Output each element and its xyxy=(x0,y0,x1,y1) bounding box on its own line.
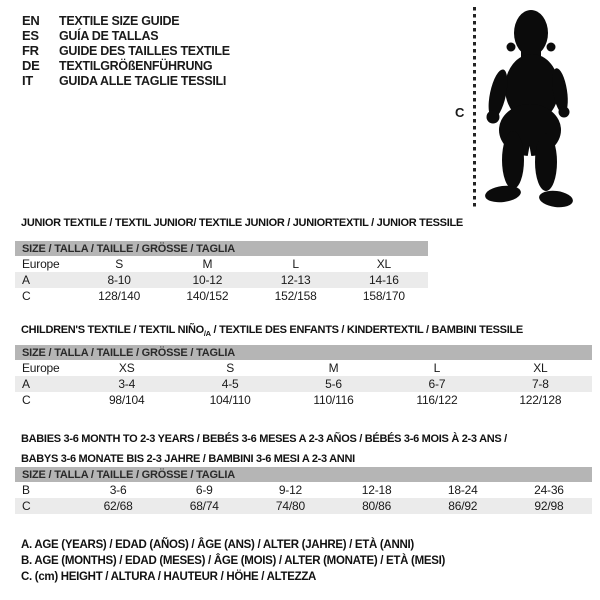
table-cell: 128/140 xyxy=(98,289,141,303)
table-title-subscript: /A xyxy=(203,329,211,339)
language-title: GUÍA DE TALLAS xyxy=(59,28,159,43)
table-title-text: CHILDREN'S TEXTILE / TEXTIL NIÑO xyxy=(21,324,204,336)
language-code: DE xyxy=(22,58,40,73)
table-cell: 140/152 xyxy=(186,289,229,303)
table-cell: 3-6 xyxy=(109,483,127,497)
language-row-it xyxy=(22,73,230,88)
table-title xyxy=(21,215,463,235)
table-cell: 3-4 xyxy=(118,377,136,391)
note-age-years: A. AGE (YEARS) / EDAD (AÑOS) / ÂGE (ANS) / ALTER (JAHRE) / ETÀ (ANNI) xyxy=(21,539,414,551)
table-cell: 74/80 xyxy=(275,499,305,513)
row-label: A xyxy=(22,377,30,391)
table-cell: L xyxy=(292,257,299,271)
row-label: B xyxy=(22,483,30,497)
row-label: A xyxy=(22,273,30,287)
table-rows xyxy=(15,482,592,514)
table-row xyxy=(15,360,592,376)
language-title: GUIDA ALLE TAGLIE TESSILI xyxy=(59,73,227,88)
table-row xyxy=(15,272,428,288)
table-row xyxy=(15,288,428,304)
table-row xyxy=(15,256,428,272)
table-cell: 62/68 xyxy=(103,499,133,513)
size-header-bar: SIZE / TALLA / TAILLE / GRÖSSE / TAGLIA xyxy=(15,241,428,256)
height-dashed-line xyxy=(473,7,476,209)
table-cell: 6-9 xyxy=(195,483,213,497)
table-title-text: / TEXTILE DES ENFANTS / KINDERTEXTIL / BAMBINI TESSILE xyxy=(210,324,523,336)
table-cell: 14-16 xyxy=(369,273,399,287)
language-row-es xyxy=(22,28,230,43)
table-cell: 12-18 xyxy=(361,483,392,497)
table-cell: 98/104 xyxy=(108,393,145,407)
row-label: C xyxy=(22,499,31,513)
table-rows xyxy=(15,360,592,408)
table-cell: L xyxy=(433,361,441,375)
row-label: C xyxy=(22,289,31,303)
table-cell: 18-24 xyxy=(447,483,478,497)
row-label: Europe xyxy=(22,361,60,375)
table-title xyxy=(21,322,523,342)
table-title-text: BABIES 3-6 MONTH TO 2-3 YEARS / BEBÉS 3-6 MESES A 2-3 AÑOS / BÉBÉS 3-6 MOIS À 2-3 ANS / xyxy=(21,433,507,445)
table-cell: XL xyxy=(376,257,392,271)
language-code: EN xyxy=(22,13,40,28)
table-row xyxy=(15,498,592,514)
table-cell: 9-12 xyxy=(278,483,303,497)
language-title: TEXTILGRÖßENFÜHRUNG xyxy=(59,58,213,73)
table-cell: 86/92 xyxy=(448,499,478,513)
table-cell: M xyxy=(328,361,339,375)
table-title-text: JUNIOR TEXTILE / TEXTIL JUNIOR/ TEXTILE JUNIOR / JUNIORTEXTIL / JUNIOR TESSILE xyxy=(21,217,463,229)
table-cell: 24-36 xyxy=(534,483,564,497)
table-cell: 5-6 xyxy=(325,377,342,391)
language-row-en xyxy=(22,13,230,28)
size-header-bar: SIZE / TALLA / TAILLE / GRÖSSE / TAGLIA xyxy=(15,467,592,482)
table-cell: 152/158 xyxy=(274,289,317,303)
table-row xyxy=(15,482,592,498)
table-cell: 68/74 xyxy=(189,499,219,513)
language-title: TEXTILE SIZE GUIDE xyxy=(59,13,180,28)
table-cell: 122/128 xyxy=(519,393,562,407)
language-code: FR xyxy=(22,43,39,58)
note-height-cm: C. (cm) HEIGHT / ALTURA / HAUTEUR / HÖHE / ALTEZZA xyxy=(21,571,317,583)
baby-silhouette-icon xyxy=(480,8,575,208)
table-row xyxy=(15,392,592,408)
table-cell: 12-13 xyxy=(280,273,311,287)
note-age-months: B. AGE (MONTHS) / EDAD (MESES) / ÂGE (MOIS) / ALTER (MONATE) / ETÀ (MESI) xyxy=(21,555,446,567)
table-cell: 4-5 xyxy=(221,377,239,391)
row-label: C xyxy=(22,393,31,407)
language-row-de xyxy=(22,58,230,73)
table-cell: 104/110 xyxy=(209,393,251,407)
height-measure-label: C xyxy=(455,105,465,120)
baby-height-figure xyxy=(450,5,580,213)
language-row-fr xyxy=(22,43,230,58)
table-row xyxy=(15,376,592,392)
table-cell: S xyxy=(226,361,235,375)
language-code: IT xyxy=(22,73,33,88)
language-title: GUIDE DES TAILLES TEXTILE xyxy=(59,43,230,58)
table-rows xyxy=(15,256,428,304)
table-cell: 7-8 xyxy=(531,377,549,391)
table-cell: 116/122 xyxy=(416,393,458,407)
legend-notes xyxy=(21,537,445,585)
table-cell: S xyxy=(115,257,124,271)
table-cell: 158/170 xyxy=(362,289,405,303)
table-cell: 6-7 xyxy=(428,377,446,391)
language-title-list xyxy=(22,13,230,88)
language-code: ES xyxy=(22,28,39,43)
table-cell: 110/116 xyxy=(313,393,354,407)
table-cell: 8-10 xyxy=(107,273,131,287)
table-cell: M xyxy=(202,257,213,271)
table-title-line2: BABYS 3-6 MONATE BIS 2-3 JAHRE / BAMBINI 3-6 MESI A 2-3 ANNI xyxy=(21,453,355,466)
size-header-bar: SIZE / TALLA / TAILLE / GRÖSSE / TAGLIA xyxy=(15,345,592,360)
row-label: Europe xyxy=(22,257,60,271)
table-cell: 92/98 xyxy=(534,499,564,513)
table-cell: 80/86 xyxy=(362,499,392,513)
table-cell: XS xyxy=(118,361,135,375)
table-cell: XL xyxy=(533,361,548,375)
table-title xyxy=(21,431,507,467)
table-cell: 10-12 xyxy=(192,273,223,287)
